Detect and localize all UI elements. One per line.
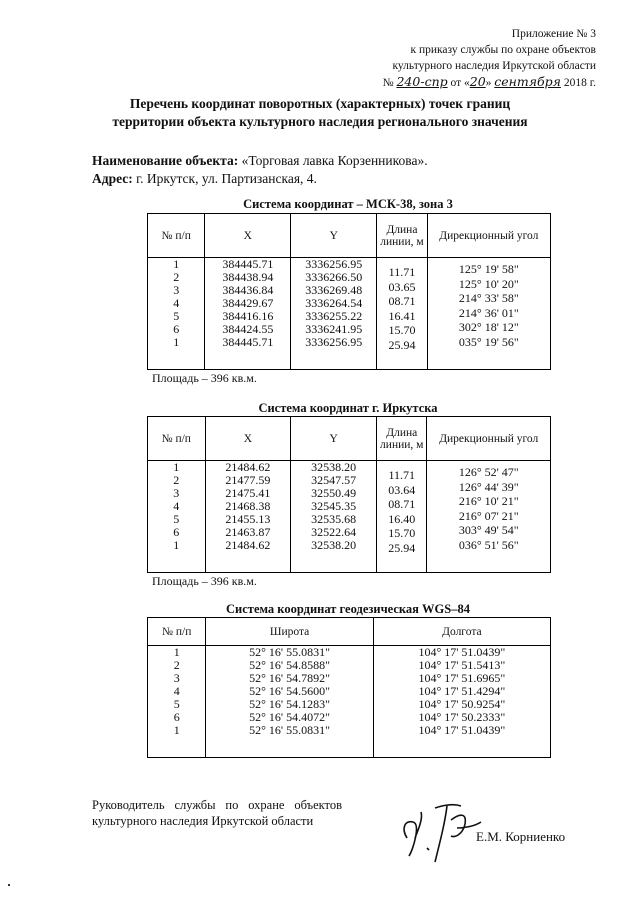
table1-col-y [291,258,377,370]
cell-value: 03.64 [388,482,416,497]
scan-speck [8,884,10,886]
table1-header-num: № п/п [148,214,205,258]
cell-value: 3336256.95 [305,257,363,271]
table1-header-angle: Дирекционный угол [427,214,550,258]
table2-area: Площадь – 396 кв.м. [152,574,257,588]
object-address-row [92,170,428,188]
cell-value: 52° 16' 54.1283" [249,697,330,711]
table1-col-num [148,258,205,370]
table3-col-num [148,646,206,758]
object-name-label: Наименование объекта: [92,153,239,168]
table1-col-angle [427,258,550,370]
table1-area: Площадь – 396 кв.м. [152,371,257,385]
cell-value: 1 [173,335,180,349]
table2-irkutsk [147,416,551,573]
cell-value: 036° 51' 56" [458,537,519,552]
cell-value: 104° 17' 50.2333" [418,710,506,724]
cell-value: 32547.57 [311,473,357,487]
cell-value: 125° 19' 58" [458,262,519,276]
order-number: 240-спр [396,74,448,89]
cell-value: 303° 49' 54" [458,523,519,537]
cell-value: 5 [173,309,180,323]
table2-col-y [291,461,377,573]
cell-value: 104° 17' 51.4294" [418,684,506,698]
appendix-block [383,26,596,91]
document-title [0,95,640,131]
cell-value: 6 [173,322,180,336]
cell-value: 5 [173,697,180,711]
cell-value: 035° 19' 56" [458,334,519,349]
object-name-value: «Торговая лавка Корзенникова». [241,153,428,168]
cell-value: 16.41 [388,308,416,323]
cell-value: 52° 16' 54.4072" [249,710,330,724]
cell-value: 3336241.95 [305,322,363,336]
cell-value: 216° 10' 21" [458,494,519,508]
cell-value: 126° 44' 39" [458,479,519,494]
cell-value: 104° 17' 51.5413" [418,658,506,672]
order-month: сентября [494,74,561,89]
order-year: 2018 г. [563,77,596,89]
from-word: от « [450,77,470,89]
title-line-2: территории объекта культурного наследия регионального значения [112,114,528,129]
cell-value: 1 [173,538,180,552]
cell-value: 4 [173,499,180,513]
cell-value: 384416.16 [222,309,274,323]
object-info [92,152,428,188]
cell-value: 21475.41 [225,486,271,500]
cell-value: 32538.20 [311,538,357,552]
cell-value: 11.71 [388,468,416,482]
table1-header-x: X [205,214,291,258]
cell-value: 11.71 [388,265,416,279]
cell-value: 6 [173,710,180,724]
table1-header-length: Длина линии, м [377,214,427,258]
cell-value: 125° 10' 20" [458,276,519,291]
cell-value: 2 [173,658,180,672]
cell-value: 32535.68 [311,512,357,526]
cell-value: 104° 17' 50.9254" [418,697,506,711]
table2-header-num: № п/п [148,417,206,461]
cell-value: 16.40 [388,511,416,526]
cell-value: 5 [173,512,180,526]
table3-header-num: № п/п [148,618,206,646]
cell-value: 3 [173,283,180,297]
cell-value: 1 [173,257,180,271]
cell-value: 15.70 [388,526,416,540]
cell-value: 25.94 [388,337,416,352]
table1-header-y: Y [291,214,377,258]
appendix-order-line: к приказу службы по охране объектов [410,44,596,56]
cell-value: 126° 52' 47" [458,465,519,479]
cell-value: 52° 16' 54.8588" [249,658,330,672]
cell-value: 384445.71 [222,257,274,271]
cell-value: 384445.71 [222,335,274,349]
appendix-title: Приложение № 3 [511,28,596,40]
cell-value: 214° 33' 58" [458,291,519,305]
cell-value: 08.71 [388,497,416,511]
table1-col-x [205,258,291,370]
cell-value: 3336269.48 [305,283,363,297]
quote-close: » [485,77,492,89]
cell-value: 3 [173,671,180,685]
object-address-value: г. Иркутск, ул. Партизанская, 4. [136,171,317,186]
cell-value: 52° 16' 54.7892" [249,671,330,685]
object-name-row [92,152,428,170]
table2-header-angle: Дирекционный угол [427,417,551,461]
cell-value: 3336264.54 [305,296,363,310]
appendix-agency-line: культурного наследия Иркутской области [392,60,596,72]
cell-value: 32545.35 [311,499,357,513]
signatory-name: Е.М. Корниенко [476,829,566,844]
cell-value: 302° 18' 12" [458,320,519,334]
table3-header-lon: Долгота [373,618,550,646]
number-sign: № [382,77,394,89]
cell-value: 104° 17' 51.0439" [418,723,506,737]
table3-col-lat [206,646,373,758]
cell-value: 03.65 [388,279,416,294]
cell-value: 21484.62 [225,460,271,474]
cell-value: 3 [173,486,180,500]
cell-value: 384438.94 [222,270,274,284]
title-line-1: Перечень координат поворотных (характерных) точек границ [129,96,511,111]
table3-caption: Система координат геодезическая WGS–84 [226,602,470,616]
cell-value: 6 [173,525,180,539]
cell-value: 104° 17' 51.6965" [418,671,506,685]
cell-value: 384424.55 [222,322,274,336]
cell-value: 216° 07' 21" [458,508,519,523]
cell-value: 21463.87 [225,525,271,539]
table1-col-length [377,258,427,370]
cell-value: 1 [173,460,180,474]
handwritten-signature [395,798,485,868]
table3-header-lat: Широта [206,618,373,646]
cell-value: 21484.62 [225,538,271,552]
table1-caption: Система координат – МСК-38, зона 3 [243,197,453,211]
table2-col-num [148,461,206,573]
cell-value: 4 [173,296,180,310]
cell-value: 21468.38 [225,499,271,513]
cell-value: 52° 16' 55.0831" [249,723,330,737]
order-day: 20 [469,74,486,89]
cell-value: 21455.13 [225,512,271,526]
cell-value: 32522.64 [311,525,357,539]
object-address-label: Адрес: [92,171,133,186]
signatory-position: Руководитель службы по охране объектов культурного наследия Иркутской области [92,798,342,828]
cell-value: 25.94 [388,540,416,555]
cell-value: 32538.20 [311,460,357,474]
table2-header-length: Длина линии, м [377,417,427,461]
cell-value: 3336256.95 [305,335,363,349]
cell-value: 21477.59 [225,473,271,487]
cell-value: 2 [173,270,180,284]
cell-value: 3336266.50 [305,270,363,284]
table2-col-angle [427,461,551,573]
table2-header-y: Y [291,417,377,461]
table2-col-length [377,461,427,573]
cell-value: 52° 16' 55.0831" [249,645,330,659]
cell-value: 1 [173,645,180,659]
cell-value: 104° 17' 51.0439" [418,645,506,659]
cell-value: 15.70 [388,323,416,337]
cell-value: 384436.84 [222,283,274,297]
cell-value: 32550.49 [311,486,357,500]
cell-value: 214° 36' 01" [458,305,519,320]
cell-value: 4 [173,684,180,698]
cell-value: 384429.67 [222,296,274,310]
table2-header-x: X [205,417,291,461]
table1-msk38 [147,213,551,370]
table2-caption: Система координат г. Иркутска [258,401,438,415]
cell-value: 2 [173,473,180,487]
appendix-number-line [383,74,596,91]
cell-value: 08.71 [388,294,416,308]
table3-wgs84 [147,617,551,758]
cell-value: 52° 16' 54.5600" [249,684,330,698]
cell-value: 1 [173,723,180,737]
table2-col-x [205,461,291,573]
cell-value: 3336255.22 [305,309,363,323]
table3-col-lon [373,646,550,758]
